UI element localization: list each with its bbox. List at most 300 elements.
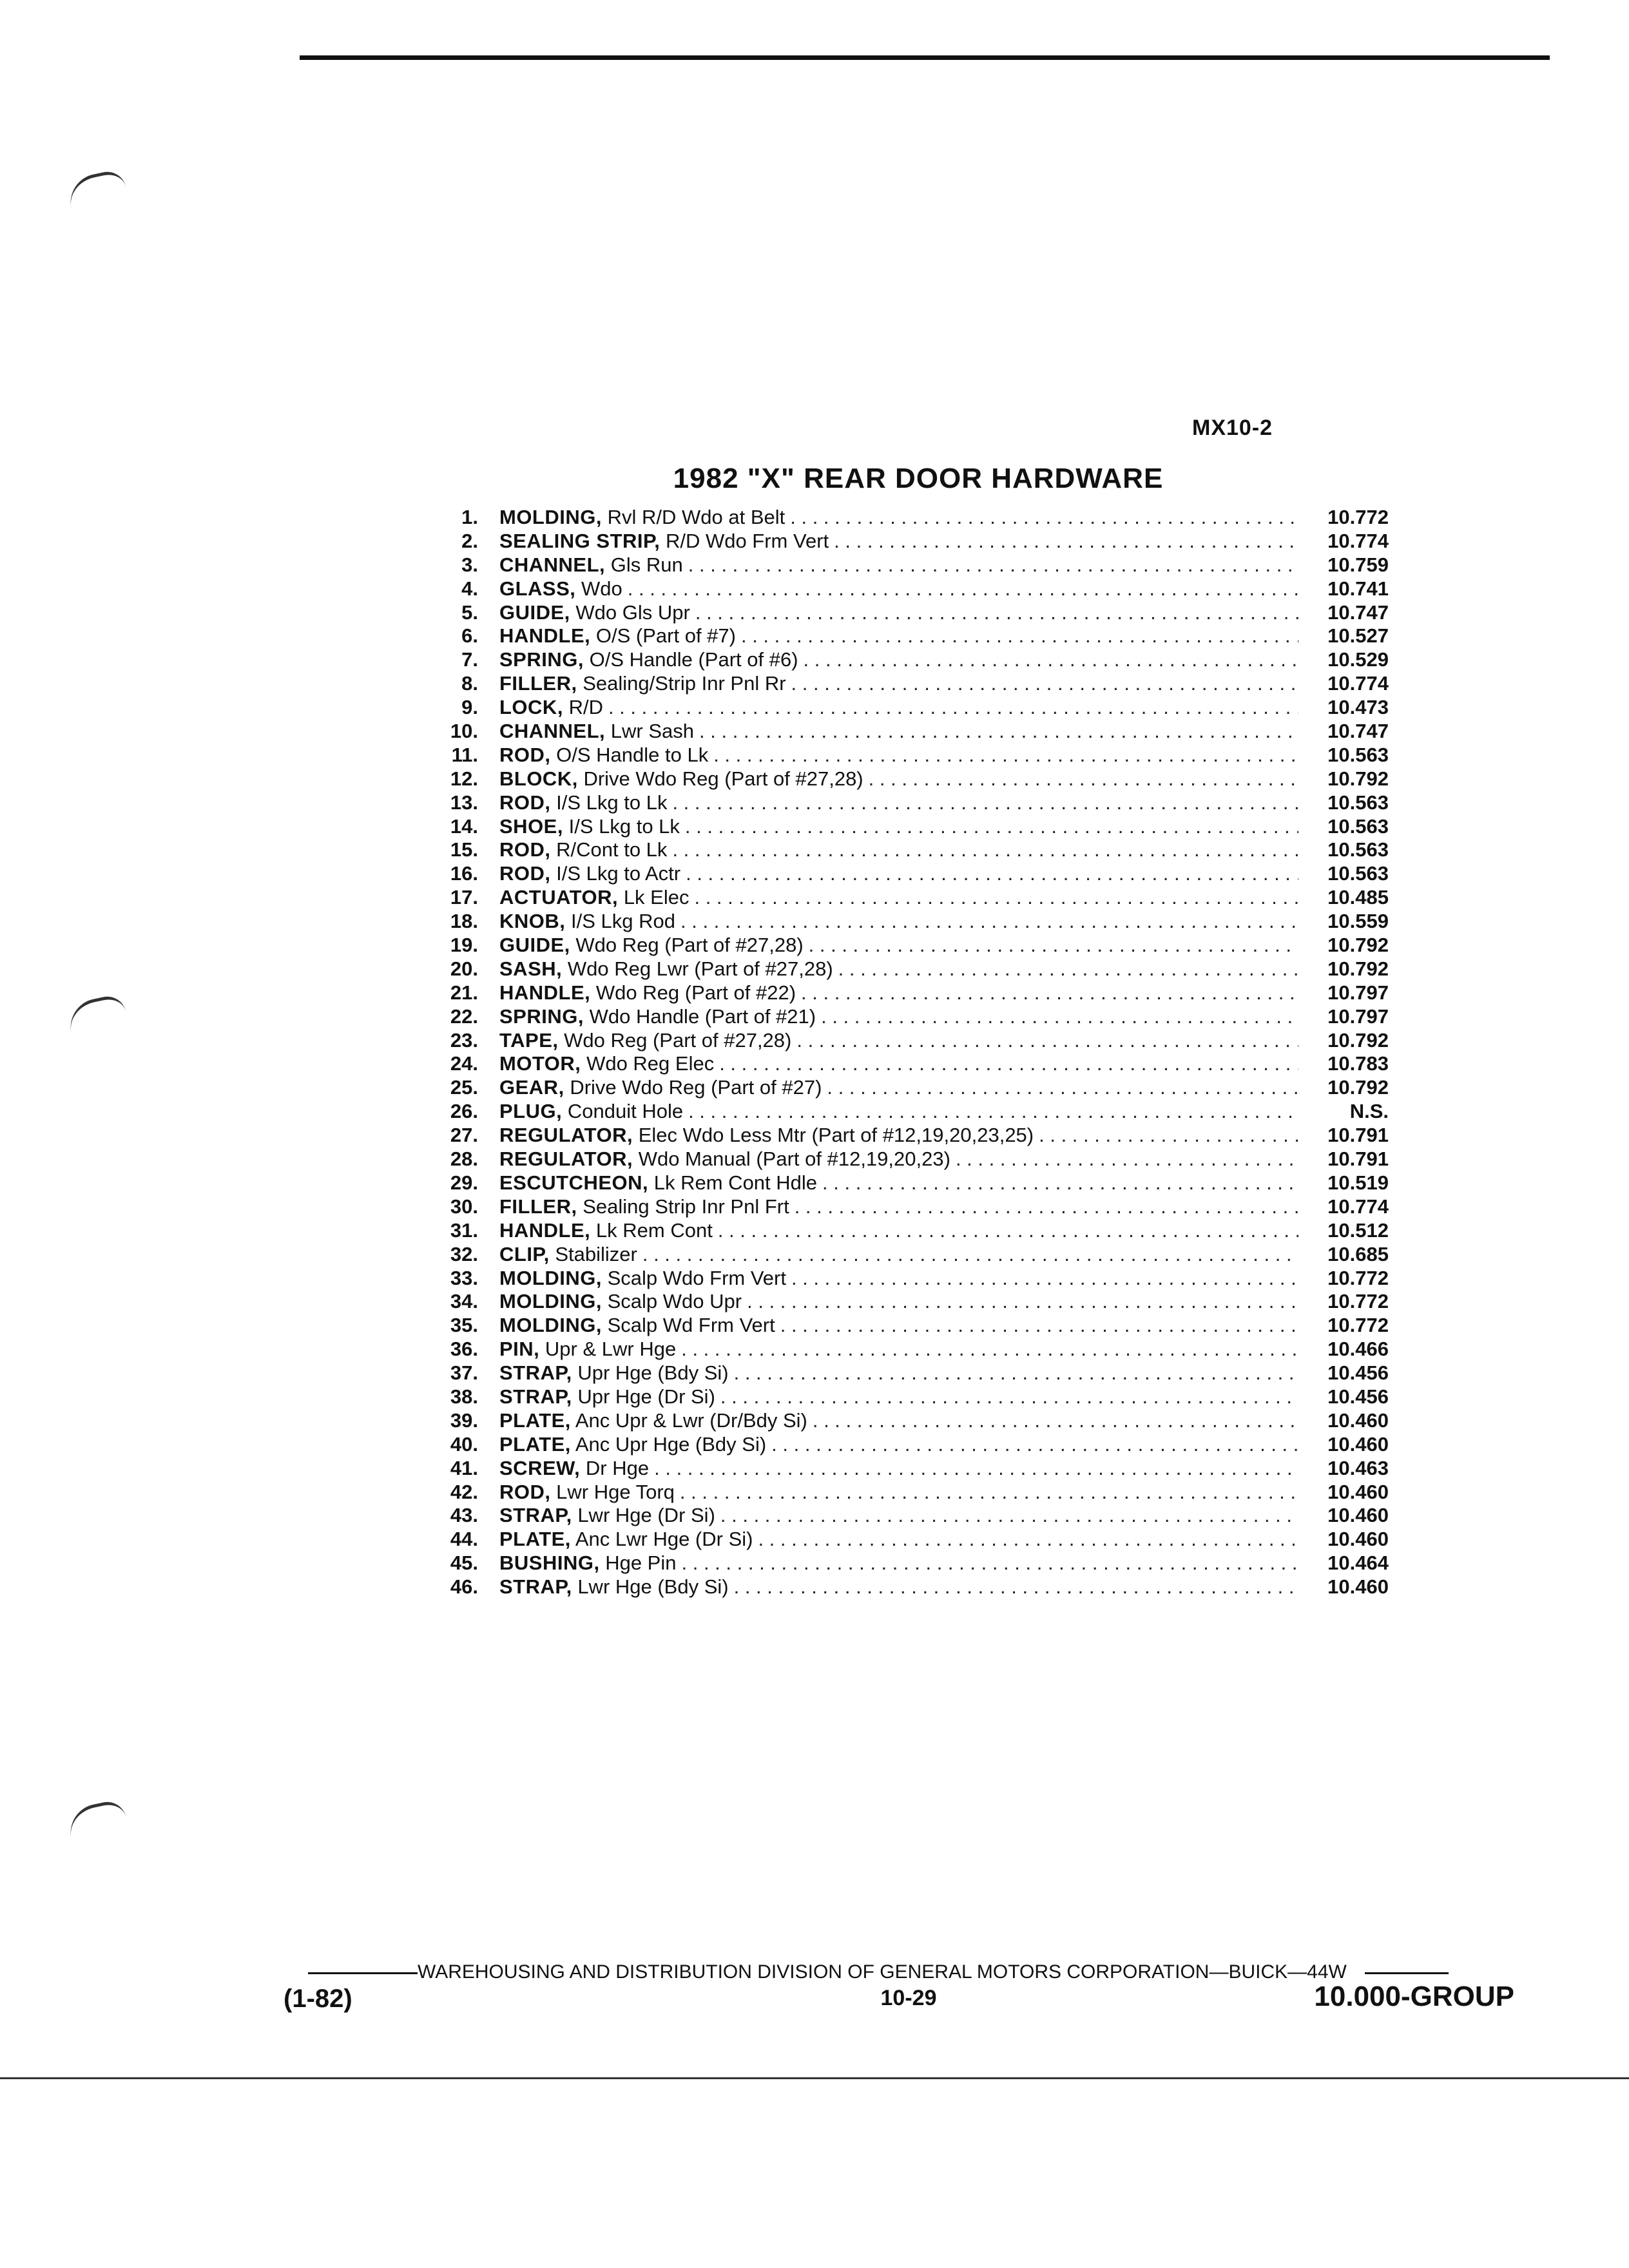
list-item	[425, 1076, 1392, 1100]
item-reference: 10.774	[1327, 672, 1389, 695]
dot-leader	[817, 1171, 1298, 1195]
page-code: MX10-2	[1192, 416, 1273, 440]
item-description-line	[499, 1195, 1298, 1219]
item-name: KNOB,	[499, 910, 566, 933]
item-number: 7.	[461, 648, 478, 671]
item-name: SCREW,	[499, 1456, 581, 1479]
binder-hole-mark	[65, 168, 128, 209]
binder-hole-mark	[65, 1798, 128, 1839]
item-text	[499, 934, 804, 957]
dot-leader	[791, 1029, 1298, 1053]
item-description-line	[499, 791, 1298, 815]
item-description: Lwr Hge (Bdy Si)	[577, 1575, 729, 1599]
item-reference: 10.747	[1327, 720, 1389, 743]
item-description: Scalp Wdo Frm Vert	[607, 1266, 786, 1289]
item-description-line	[499, 696, 1298, 720]
item-text	[499, 1457, 649, 1481]
item-number: 9.	[461, 696, 478, 719]
item-reference: 10.460	[1327, 1480, 1389, 1503]
dot-leader	[742, 1290, 1298, 1314]
footer-division: WAREHOUSING AND DISTRIBUTION DIVISION OF GENERAL MOTORS CORPORATION—BUICK—44W	[418, 1961, 1347, 1983]
item-description: Drive Wdo Reg (Part of #27)	[570, 1076, 822, 1099]
item-text	[499, 1575, 729, 1599]
item-number: 41.	[450, 1456, 478, 1479]
item-description: Wdo Reg Elec	[586, 1052, 715, 1075]
item-reference: 10.466	[1327, 1338, 1389, 1361]
item-number: 12.	[450, 767, 478, 790]
item-description-line	[499, 815, 1298, 839]
item-number: 15.	[450, 838, 478, 861]
item-number: 10.	[450, 720, 478, 743]
item-text	[499, 791, 667, 815]
item-text	[499, 506, 785, 530]
item-description: Lk Rem Cont Hdle	[653, 1171, 818, 1194]
item-text	[499, 910, 675, 934]
item-description-line	[499, 1433, 1298, 1457]
item-description: I/S Lkg to Lk	[568, 814, 680, 838]
list-item	[425, 1148, 1392, 1171]
item-number: 42.	[450, 1480, 478, 1503]
item-name: CHANNEL,	[499, 720, 606, 743]
item-description: Hge Pin	[605, 1552, 677, 1575]
item-text	[499, 648, 798, 672]
item-name: REGULATOR,	[499, 1124, 633, 1147]
item-description-line	[499, 1029, 1298, 1053]
item-description: Upr & Lwr Hge	[545, 1338, 677, 1361]
item-description-line	[499, 1148, 1298, 1171]
item-text	[499, 1433, 766, 1457]
item-reference: 10.460	[1327, 1432, 1389, 1456]
item-reference: 10.791	[1327, 1124, 1389, 1147]
item-number: 5.	[461, 601, 478, 624]
item-text	[499, 886, 689, 910]
item-description-line	[499, 862, 1298, 886]
item-text	[499, 1171, 817, 1195]
item-description: Anc Lwr Hge (Dr Si)	[575, 1528, 753, 1551]
item-description-line	[499, 1409, 1298, 1433]
list-item	[425, 910, 1392, 934]
item-description-line	[499, 1171, 1298, 1195]
dot-leader	[729, 1575, 1298, 1599]
item-number: 13.	[450, 791, 478, 814]
list-item	[425, 886, 1392, 910]
item-description: R/Cont to Lk	[556, 838, 668, 861]
item-name: HANDLE,	[499, 1218, 591, 1242]
item-description: Wdo	[581, 577, 622, 600]
item-text	[499, 1219, 713, 1243]
item-name: ROD,	[499, 791, 551, 814]
dot-leader	[683, 1100, 1298, 1124]
item-reference: 10.460	[1327, 1504, 1389, 1527]
item-reference: 10.791	[1327, 1148, 1389, 1171]
item-description-line	[499, 957, 1298, 981]
list-item	[425, 1457, 1392, 1481]
item-reference: 10.485	[1327, 886, 1389, 909]
list-item	[425, 791, 1392, 815]
dot-leader	[753, 1528, 1298, 1552]
item-number: 25.	[450, 1076, 478, 1099]
dot-leader	[833, 957, 1298, 981]
item-description-line	[499, 1052, 1298, 1076]
item-number: 30.	[450, 1195, 478, 1218]
dot-leader	[637, 1243, 1298, 1267]
item-reference: N.S.	[1349, 1100, 1389, 1123]
item-name: STRAP,	[499, 1575, 572, 1599]
item-text	[499, 744, 708, 767]
item-text	[499, 862, 680, 886]
item-description: Upr Hge (Bdy Si)	[577, 1361, 729, 1385]
list-item	[425, 601, 1392, 625]
item-number: 14.	[450, 814, 478, 838]
item-name: MOTOR,	[499, 1052, 581, 1075]
item-number: 40.	[450, 1432, 478, 1456]
item-number: 4.	[461, 577, 478, 600]
list-item	[425, 1314, 1392, 1338]
item-reference: 10.685	[1327, 1242, 1389, 1265]
item-text	[499, 577, 622, 601]
item-description: O/S Handle to Lk	[556, 743, 709, 766]
dot-leader	[603, 696, 1298, 720]
item-description: Conduit Hole	[567, 1100, 684, 1123]
item-description: Sealing Strip Inr Pnl Frt	[583, 1195, 789, 1218]
item-text	[499, 1267, 786, 1291]
item-text	[499, 1243, 637, 1267]
item-description: Wdo Manual (Part of #12,19,20,23)	[638, 1148, 950, 1171]
list-item	[425, 1385, 1392, 1409]
dot-leader	[796, 981, 1298, 1005]
item-description-line	[499, 1100, 1298, 1124]
item-text	[499, 767, 863, 791]
item-reference: 10.456	[1327, 1361, 1389, 1385]
item-reference: 10.774	[1327, 529, 1389, 552]
item-reference: 10.797	[1327, 981, 1389, 1004]
list-item	[425, 624, 1392, 648]
footer-division-line	[308, 1961, 1449, 1983]
item-reference: 10.473	[1327, 696, 1389, 719]
item-description-line	[499, 553, 1298, 577]
item-text	[499, 1290, 742, 1314]
item-number: 46.	[450, 1575, 478, 1599]
item-description-line	[499, 1005, 1298, 1029]
item-name: TAPE,	[499, 1028, 559, 1052]
item-number: 35.	[450, 1314, 478, 1337]
item-description: R/D Wdo Frm Vert	[665, 529, 829, 552]
item-reference: 10.772	[1327, 1290, 1389, 1313]
item-number: 33.	[450, 1266, 478, 1289]
item-description-line	[499, 530, 1298, 553]
dot-leader	[680, 862, 1298, 886]
item-description: O/S (Part of #7)	[595, 624, 736, 648]
item-text	[499, 1528, 753, 1552]
item-number: 11.	[451, 743, 478, 766]
item-name: ROD,	[499, 862, 551, 885]
item-description: Wdo Reg (Part of #22)	[595, 981, 796, 1004]
item-number: 38.	[450, 1385, 478, 1408]
item-text	[499, 1361, 729, 1385]
dot-leader	[785, 506, 1298, 530]
item-description-line	[499, 1575, 1298, 1599]
item-reference: 10.792	[1327, 957, 1389, 980]
item-reference: 10.563	[1327, 814, 1389, 838]
dot-leader	[680, 815, 1298, 839]
item-number: 26.	[450, 1100, 478, 1123]
item-number: 8.	[461, 672, 478, 695]
item-number: 45.	[450, 1552, 478, 1575]
item-name: GUIDE,	[499, 934, 570, 957]
dot-leader	[798, 648, 1298, 672]
dot-leader	[715, 1385, 1298, 1409]
item-description-line	[499, 601, 1298, 625]
item-name: STRAP,	[499, 1385, 572, 1408]
item-text	[499, 1338, 676, 1361]
list-item	[425, 1504, 1392, 1528]
list-item	[425, 1409, 1392, 1433]
item-text	[499, 1052, 714, 1076]
item-number: 21.	[450, 981, 478, 1004]
item-name: SASH,	[499, 957, 563, 980]
item-description-line	[499, 1552, 1298, 1575]
dot-leader	[715, 1504, 1298, 1528]
list-item	[425, 862, 1392, 886]
list-item	[425, 1481, 1392, 1504]
item-description: Lk Rem Cont	[595, 1218, 713, 1242]
item-description: Rvl R/D Wdo at Belt	[607, 506, 786, 528]
item-reference: 10.563	[1327, 743, 1389, 766]
item-number: 1.	[461, 506, 478, 528]
item-reference: 10.772	[1327, 1314, 1389, 1337]
item-description-line	[499, 934, 1298, 957]
item-description: O/S Handle (Part of #6)	[589, 648, 798, 671]
item-number: 3.	[461, 553, 478, 576]
item-text	[499, 553, 683, 577]
binder-hole-mark	[65, 993, 128, 1033]
item-description-line	[499, 577, 1298, 601]
item-description-line	[499, 744, 1298, 767]
item-name: SPRING,	[499, 648, 584, 671]
dot-leader	[789, 1195, 1298, 1219]
item-number: 32.	[450, 1242, 478, 1265]
list-item	[425, 1124, 1392, 1148]
item-name: SHOE,	[499, 814, 563, 838]
item-description-line	[499, 1243, 1298, 1267]
item-name: ROD,	[499, 838, 551, 861]
item-number: 37.	[450, 1361, 478, 1385]
item-reference: 10.512	[1327, 1218, 1389, 1242]
list-item	[425, 1052, 1392, 1076]
item-description: Wdo Handle (Part of #21)	[589, 1004, 816, 1028]
item-description: Lk Elec	[623, 886, 689, 909]
item-name: LOCK,	[499, 696, 563, 719]
item-name: CLIP,	[499, 1242, 550, 1265]
item-name: MOLDING,	[499, 1266, 602, 1289]
item-text	[499, 981, 796, 1005]
item-name: PLATE,	[499, 1408, 571, 1432]
dot-leader	[694, 720, 1298, 744]
item-name: PIN,	[499, 1338, 540, 1361]
list-item	[425, 1575, 1392, 1599]
item-reference: 10.529	[1327, 648, 1389, 671]
item-text	[499, 957, 833, 981]
dot-leader	[675, 1481, 1298, 1504]
item-description-line	[499, 648, 1298, 672]
list-item	[425, 767, 1392, 791]
item-description: Lwr Hge Torq	[556, 1480, 675, 1503]
list-item	[425, 553, 1392, 577]
dot-leader	[804, 934, 1298, 957]
item-description-line	[499, 1267, 1298, 1291]
list-item	[425, 957, 1392, 981]
item-reference: 10.460	[1327, 1408, 1389, 1432]
list-item	[425, 1100, 1392, 1124]
item-text	[499, 1100, 683, 1124]
parts-list	[425, 506, 1392, 1599]
list-item	[425, 672, 1392, 696]
item-description: Scalp Wd Frm Vert	[607, 1314, 775, 1337]
item-number: 16.	[450, 862, 478, 885]
item-reference: 10.463	[1327, 1456, 1389, 1479]
item-reference: 10.563	[1327, 791, 1389, 814]
item-number: 18.	[450, 910, 478, 933]
item-reference: 10.456	[1327, 1385, 1389, 1408]
item-description: Wdo Reg Lwr (Part of #27,28)	[567, 957, 833, 980]
item-description: Anc Upr & Lwr (Dr/Bdy Si)	[575, 1408, 807, 1432]
list-item	[425, 506, 1392, 530]
item-description-line	[499, 1290, 1298, 1314]
list-item	[425, 1361, 1392, 1385]
item-reference: 10.792	[1327, 1028, 1389, 1052]
item-description-line	[499, 1504, 1298, 1528]
item-name: MOLDING,	[499, 1290, 602, 1313]
item-text	[499, 601, 690, 625]
item-text	[499, 720, 694, 744]
item-number: 17.	[450, 886, 478, 909]
dot-leader	[683, 553, 1298, 577]
item-name: CHANNEL,	[499, 553, 606, 576]
dot-leader	[950, 1148, 1298, 1171]
item-text	[499, 1124, 1034, 1148]
item-text	[499, 1195, 789, 1219]
item-text	[499, 624, 736, 648]
dot-leader	[714, 1052, 1298, 1076]
dot-leader	[622, 577, 1298, 601]
dot-leader	[863, 767, 1298, 791]
item-name: ACTUATOR,	[499, 886, 619, 909]
item-number: 22.	[450, 1004, 478, 1028]
item-description-line	[499, 981, 1298, 1005]
list-item	[425, 1267, 1392, 1291]
dot-leader	[729, 1361, 1298, 1385]
dot-leader	[677, 1552, 1299, 1575]
bottom-rule	[0, 2077, 1629, 2079]
item-number: 28.	[450, 1148, 478, 1171]
item-description: Drive Wdo Reg (Part of #27,28)	[583, 767, 863, 790]
item-name: SEALING STRIP,	[499, 529, 660, 552]
item-number: 23.	[450, 1028, 478, 1052]
list-item	[425, 1029, 1392, 1053]
footer-date: (1-82)	[284, 1984, 352, 2013]
item-number: 24.	[450, 1052, 478, 1075]
item-name: STRAP,	[499, 1504, 572, 1527]
item-reference: 10.792	[1327, 934, 1389, 957]
dot-leader	[690, 601, 1298, 625]
item-description-line	[499, 624, 1298, 648]
item-name: GUIDE,	[499, 601, 570, 624]
item-name: FILLER,	[499, 1195, 577, 1218]
item-description-line	[499, 1338, 1298, 1361]
dot-leader	[676, 1338, 1298, 1361]
item-reference: 10.772	[1327, 506, 1389, 528]
item-name: PLATE,	[499, 1528, 571, 1551]
item-number: 6.	[461, 624, 478, 648]
list-item	[425, 648, 1392, 672]
item-description-line	[499, 1076, 1298, 1100]
top-rule	[300, 55, 1550, 60]
item-description-line	[499, 1385, 1298, 1409]
list-item	[425, 1290, 1392, 1314]
dot-leader	[816, 1005, 1298, 1029]
item-description-line	[499, 720, 1298, 744]
item-description: Stabilizer	[555, 1242, 637, 1265]
item-text	[499, 672, 786, 696]
item-number: 39.	[450, 1408, 478, 1432]
dot-leader	[1034, 1124, 1298, 1148]
item-description-line	[499, 1314, 1298, 1338]
item-name: ESCUTCHEON,	[499, 1171, 649, 1194]
item-description-line	[499, 1457, 1298, 1481]
item-description: I/S Lkg to Lk	[556, 791, 668, 814]
item-text	[499, 838, 667, 862]
item-description-line	[499, 1361, 1298, 1385]
item-description: Gls Run	[610, 553, 683, 576]
item-number: 27.	[450, 1124, 478, 1147]
list-item	[425, 1528, 1392, 1552]
item-description: Upr Hge (Dr Si)	[577, 1385, 715, 1408]
item-description: Lwr Sash	[610, 720, 695, 743]
item-description: I/S Lkg Rod	[571, 910, 675, 933]
list-item	[425, 981, 1392, 1005]
item-text	[499, 1148, 950, 1171]
list-item	[425, 696, 1392, 720]
item-number: 44.	[450, 1528, 478, 1551]
item-reference: 10.563	[1327, 862, 1389, 885]
item-text	[499, 1029, 791, 1053]
item-description: Elec Wdo Less Mtr (Part of #12,19,20,23,25)	[638, 1124, 1034, 1147]
footer-page-number: 10-29	[880, 1986, 937, 2010]
list-item	[425, 744, 1392, 767]
list-item	[425, 1433, 1392, 1457]
list-item	[425, 1005, 1392, 1029]
item-text	[499, 815, 680, 839]
item-number: 20.	[450, 957, 478, 980]
item-text	[499, 1552, 677, 1575]
item-reference: 10.563	[1327, 838, 1389, 861]
item-description: Wdo Gls Upr	[575, 601, 690, 624]
item-description-line	[499, 838, 1298, 862]
item-number: 31.	[450, 1218, 478, 1242]
item-description: Scalp Wdo Upr	[607, 1290, 742, 1313]
list-item	[425, 1338, 1392, 1361]
item-name: PLATE,	[499, 1432, 571, 1456]
item-text	[499, 1314, 775, 1338]
item-description: Lwr Hge (Dr Si)	[577, 1504, 715, 1527]
dot-leader	[736, 624, 1298, 648]
item-number: 19.	[450, 934, 478, 957]
list-item	[425, 838, 1392, 862]
item-reference: 10.759	[1327, 553, 1389, 576]
item-reference: 10.797	[1327, 1004, 1389, 1028]
item-reference: 10.460	[1327, 1528, 1389, 1551]
item-number: 36.	[450, 1338, 478, 1361]
